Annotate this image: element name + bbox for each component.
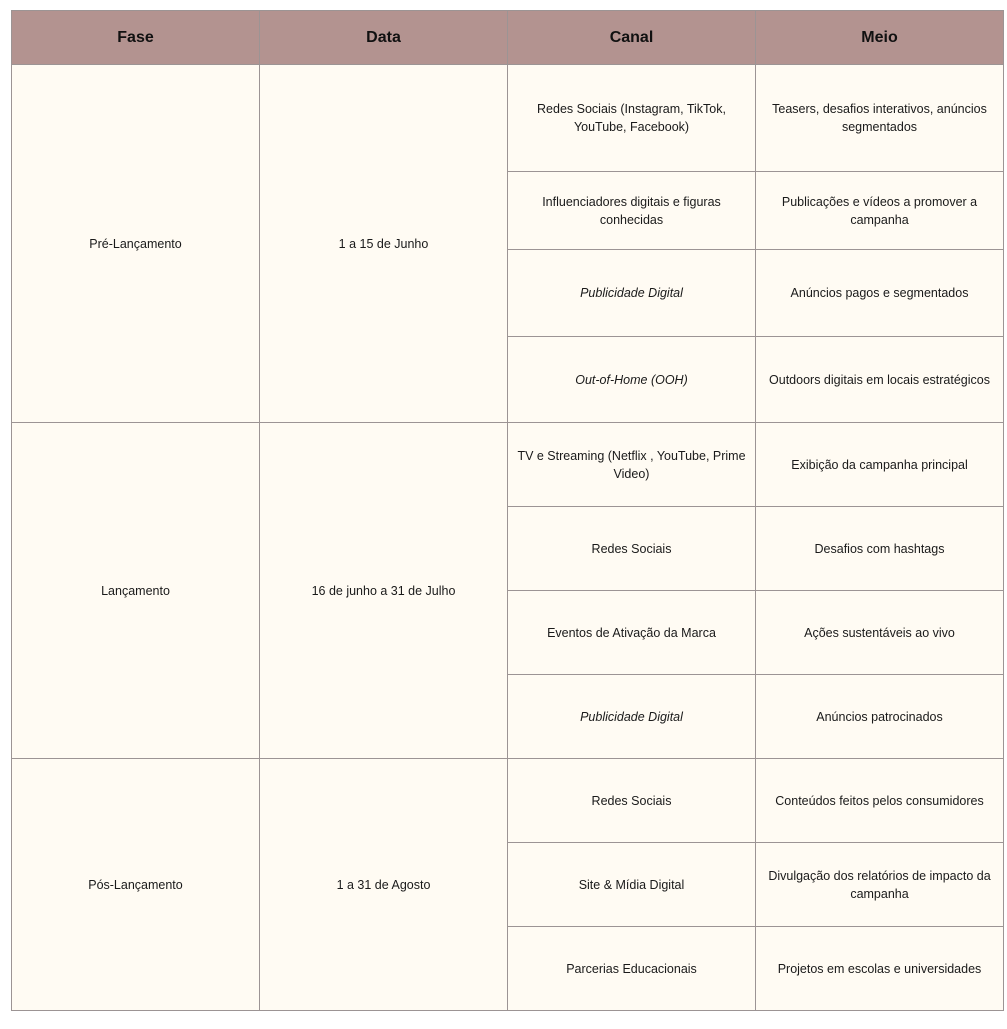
medium-cell: Ações sustentáveis ao vivo	[756, 591, 1004, 675]
channel-cell: Publicidade Digital	[508, 675, 756, 759]
medium-cell: Outdoors digitais em locais estratégicos	[756, 337, 1004, 423]
date-cell-launch: 16 de junho a 31 de Julho	[260, 423, 508, 759]
medium-cell: Anúncios patrocinados	[756, 675, 1004, 759]
phase-cell-launch: Lançamento	[12, 423, 260, 759]
date-cell-pre-launch: 1 a 15 de Junho	[260, 65, 508, 423]
channel-cell: Eventos de Ativação da Marca	[508, 591, 756, 675]
date-cell-post-launch: 1 a 31 de Agosto	[260, 759, 508, 1011]
table-row	[12, 65, 1004, 172]
table-header	[12, 11, 1004, 65]
phase-cell-post-launch: Pós-Lançamento	[12, 759, 260, 1011]
table-row	[12, 759, 1004, 843]
phase-cell-pre-launch: Pré-Lançamento	[12, 65, 260, 423]
medium-cell: Conteúdos feitos pelos consumidores	[756, 759, 1004, 843]
campaign-plan-table	[11, 10, 1004, 1011]
medium-cell: Anúncios pagos e segmentados	[756, 250, 1004, 337]
medium-cell: Projetos em escolas e universidades	[756, 927, 1004, 1011]
channel-cell: Redes Sociais	[508, 759, 756, 843]
medium-cell: Divulgação dos relatórios de impacto da campanha	[756, 843, 1004, 927]
medium-cell: Teasers, desafios interativos, anúncios segmentados	[756, 65, 1004, 172]
medium-cell: Desafios com hashtags	[756, 507, 1004, 591]
channel-cell: Out-of-Home (OOH)	[508, 337, 756, 423]
channel-cell: Parcerias Educacionais	[508, 927, 756, 1011]
table-body	[12, 65, 1004, 1011]
header-fase: Fase	[12, 11, 260, 65]
channel-cell: Redes Sociais (Instagram, TikTok, YouTube, Facebook)	[508, 65, 756, 172]
table-row	[12, 423, 1004, 507]
channel-cell: Influenciadores digitais e figuras conhecidas	[508, 172, 756, 250]
medium-cell: Exibição da campanha principal	[756, 423, 1004, 507]
channel-cell: Publicidade Digital	[508, 250, 756, 337]
header-data: Data	[260, 11, 508, 65]
header-meio: Meio	[756, 11, 1004, 65]
channel-cell: Site & Mídia Digital	[508, 843, 756, 927]
medium-cell: Publicações e vídeos a promover a campanha	[756, 172, 1004, 250]
header-canal: Canal	[508, 11, 756, 65]
channel-cell: Redes Sociais	[508, 507, 756, 591]
header-row	[12, 11, 1004, 65]
channel-cell: TV e Streaming (Netflix , YouTube, Prime Video)	[508, 423, 756, 507]
